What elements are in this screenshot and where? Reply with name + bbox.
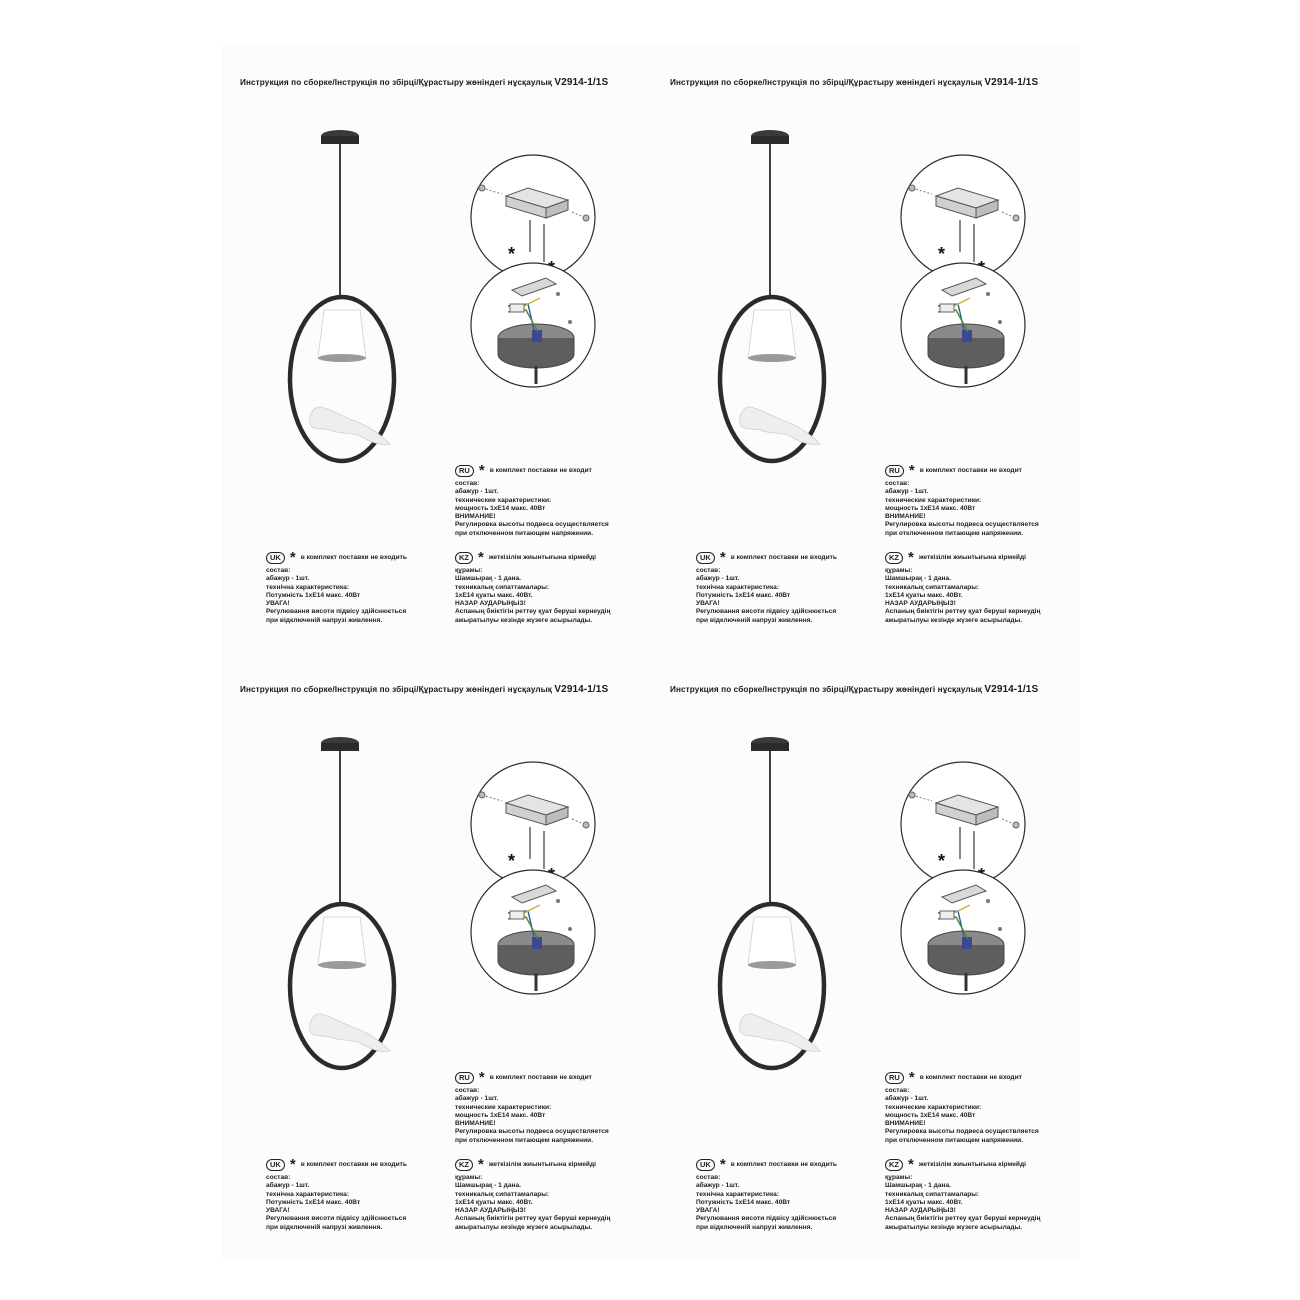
ru-line: абажур - 1шт. bbox=[455, 1095, 499, 1103]
model-number: V2914-1/1S bbox=[554, 77, 609, 88]
ru-line: состав: bbox=[885, 480, 910, 487]
model-number: V2914-1/1S bbox=[984, 684, 1039, 695]
wiring-diagram bbox=[468, 867, 598, 997]
ru-line: технические характеристики: bbox=[885, 1103, 982, 1111]
ru-line: технические характеристики: bbox=[455, 1103, 552, 1111]
panel-title bbox=[670, 77, 1038, 88]
instruction-panel bbox=[222, 44, 652, 651]
kz-line: НАЗАР АУДАРЫҢЫЗ! bbox=[455, 600, 526, 608]
uk-line: при відключеній напрузі живлення. bbox=[696, 1223, 813, 1231]
instruction-panel bbox=[652, 44, 1082, 651]
ru-badge: RU bbox=[455, 465, 474, 477]
kz-line: 1хЕ14 қуаты макс. 40Вт. bbox=[885, 591, 963, 599]
title-text: Инструкция по сборке/Інструкція по збірці/Құрастыру жөніндегі нұсқаулық bbox=[670, 78, 983, 87]
kz-line: құрамы: bbox=[455, 1174, 483, 1181]
uk-line: Регулювання висоти підвісу здійснюється bbox=[266, 608, 407, 616]
uk-line: УВАГА! bbox=[266, 1207, 290, 1215]
lamp-illustration bbox=[280, 731, 460, 1071]
ru-line: при отключенном питающем напряжении. bbox=[455, 529, 594, 537]
kz-line: Аспаның биіктігін реттеу қуат беруші кернеудің bbox=[455, 608, 611, 616]
kz-line: құрамы: bbox=[885, 567, 913, 574]
bird-icon bbox=[310, 407, 390, 445]
kz-line: техникалық сипаттамалары: bbox=[885, 1190, 980, 1198]
ru-line: технические характеристики: bbox=[885, 496, 982, 504]
uk-line: состав: bbox=[696, 1174, 721, 1181]
kz-line: ажыратылуы кезінде жүзеге асырылады. bbox=[455, 1223, 593, 1231]
asterisk-icon: * bbox=[719, 1156, 726, 1173]
uk-line: УВАГА! bbox=[696, 600, 720, 608]
kz-note: жеткізілім жиынтығына кірмейді bbox=[918, 1160, 1026, 1168]
asterisk-icon: * bbox=[478, 462, 485, 479]
shade-icon bbox=[318, 310, 366, 358]
uk-line: абажур - 1шт. bbox=[696, 575, 740, 583]
kz-line: техникалық сипаттамалары: bbox=[885, 583, 980, 591]
uk-instructions bbox=[696, 1156, 837, 1232]
kz-line: Аспаның биіктігін реттеу қуат беруші кернеудің bbox=[885, 608, 1041, 616]
uk-line: технічна характеристика: bbox=[266, 1190, 350, 1198]
ru-line: мощность 1хЕ14 макс. 40Вт bbox=[455, 504, 546, 512]
kz-line: Шамшырақ - 1 дана. bbox=[885, 1182, 951, 1190]
kz-badge: KZ bbox=[455, 1159, 473, 1171]
lamp-illustration bbox=[280, 124, 460, 464]
lamp-illustration bbox=[710, 124, 890, 464]
ru-line: Регулировка высоты подвеса осуществляется bbox=[455, 1128, 609, 1136]
uk-line: Потужність 1хЕ14 макс. 40Вт bbox=[266, 591, 361, 599]
bird-icon bbox=[740, 407, 820, 445]
ru-instructions bbox=[455, 1069, 609, 1145]
uk-line: абажур - 1шт. bbox=[696, 1182, 740, 1190]
uk-line: при відключеній напрузі живлення. bbox=[266, 1223, 383, 1231]
uk-badge: UK bbox=[266, 552, 285, 564]
bird-icon bbox=[310, 1014, 390, 1052]
asterisk-icon: * bbox=[478, 549, 484, 566]
asterisk-icon: * bbox=[478, 1156, 484, 1173]
shade-icon bbox=[748, 917, 796, 965]
asterisk-icon: * bbox=[908, 1069, 915, 1086]
uk-line: Регулювання висоти підвісу здійснюється bbox=[696, 1215, 837, 1223]
uk-line: технічна характеристика: bbox=[696, 1190, 780, 1198]
kz-line: НАЗАР АУДАРЫҢЫЗ! bbox=[885, 600, 956, 608]
kz-line: 1хЕ14 қуаты макс. 40Вт. bbox=[455, 1198, 533, 1206]
ru-instructions bbox=[885, 462, 1039, 538]
uk-line: при відключеній напрузі живлення. bbox=[266, 616, 383, 624]
shade-icon bbox=[748, 310, 796, 358]
asterisk-icon: * bbox=[289, 549, 296, 566]
kz-instructions bbox=[885, 1156, 1041, 1232]
wiring-diagram bbox=[468, 260, 598, 390]
ru-line: абажур - 1шт. bbox=[885, 1095, 929, 1103]
model-number: V2914-1/1S bbox=[554, 684, 609, 695]
kz-line: НАЗАР АУДАРЫҢЫЗ! bbox=[455, 1207, 526, 1215]
ru-line: мощность 1хЕ14 макс. 40Вт bbox=[455, 1111, 546, 1119]
uk-line: абажур - 1шт. bbox=[266, 575, 310, 583]
panel-title bbox=[670, 684, 1038, 695]
asterisk-icon: * bbox=[908, 549, 914, 566]
kz-badge: KZ bbox=[455, 552, 473, 564]
uk-note: в комплект поставки не входить bbox=[730, 553, 837, 561]
ru-line: при отключенном питающем напряжении. bbox=[885, 1136, 1024, 1144]
asterisk-icon: * bbox=[508, 244, 516, 264]
kz-line: Шамшырақ - 1 дана. bbox=[455, 575, 521, 583]
instruction-panel bbox=[222, 651, 652, 1258]
uk-line: Регулювання висоти підвісу здійснюється bbox=[266, 1215, 407, 1223]
wiring-diagram bbox=[898, 260, 1028, 390]
uk-instructions bbox=[266, 1156, 407, 1232]
kz-instructions bbox=[455, 1156, 611, 1232]
kz-badge: KZ bbox=[885, 552, 903, 564]
ru-badge: RU bbox=[455, 1072, 474, 1084]
asterisk-icon: * bbox=[908, 1156, 914, 1173]
kz-line: ажыратылуы кезінде жүзеге асырылады. bbox=[455, 616, 593, 624]
ru-line: при отключенном питающем напряжении. bbox=[885, 529, 1024, 537]
asterisk-icon: * bbox=[908, 462, 915, 479]
kz-line: Шамшырақ - 1 дана. bbox=[455, 1182, 521, 1190]
ru-line: при отключенном питающем напряжении. bbox=[455, 1136, 594, 1144]
ru-instructions bbox=[455, 462, 609, 538]
kz-note: жеткізілім жиынтығына кірмейді bbox=[918, 553, 1026, 561]
shade-icon bbox=[318, 917, 366, 965]
ru-badge: RU bbox=[885, 465, 904, 477]
ru-note: в комплект поставки не входит bbox=[919, 1073, 1022, 1081]
kz-line: техникалық сипаттамалары: bbox=[455, 583, 550, 591]
ru-line: мощность 1хЕ14 макс. 40Вт bbox=[885, 504, 976, 512]
uk-line: состав: bbox=[266, 567, 291, 574]
ru-line: ВНИМАНИЕ! bbox=[885, 513, 926, 521]
kz-instructions bbox=[455, 549, 611, 625]
kz-line: 1хЕ14 қуаты макс. 40Вт. bbox=[885, 1198, 963, 1206]
asterisk-icon: * bbox=[508, 851, 516, 871]
uk-line: состав: bbox=[696, 567, 721, 574]
asterisk-icon: * bbox=[938, 851, 946, 871]
bird-icon bbox=[740, 1014, 820, 1052]
kz-badge: KZ bbox=[885, 1159, 903, 1171]
asterisk-icon: * bbox=[719, 549, 726, 566]
ru-line: мощность 1хЕ14 макс. 40Вт bbox=[885, 1111, 976, 1119]
ru-line: абажур - 1шт. bbox=[455, 488, 499, 496]
uk-badge: UK bbox=[696, 1159, 715, 1171]
kz-line: Аспаның биіктігін реттеу қуат беруші кернеудің bbox=[455, 1215, 611, 1223]
ru-note: в комплект поставки не входит bbox=[489, 466, 592, 474]
asterisk-icon: * bbox=[478, 1069, 485, 1086]
kz-line: Аспаның биіктігін реттеу қуат беруші кернеудің bbox=[885, 1215, 1041, 1223]
uk-line: Потужність 1хЕ14 макс. 40Вт bbox=[696, 591, 791, 599]
kz-note: жеткізілім жиынтығына кірмейді bbox=[488, 553, 596, 561]
asterisk-icon: * bbox=[938, 244, 946, 264]
kz-instructions bbox=[885, 549, 1041, 625]
uk-line: Регулювання висоти підвісу здійснюється bbox=[696, 608, 837, 616]
panel-title bbox=[240, 77, 608, 88]
uk-note: в комплект поставки не входить bbox=[300, 1160, 407, 1168]
kz-line: 1хЕ14 қуаты макс. 40Вт. bbox=[455, 591, 533, 599]
uk-line: Потужність 1хЕ14 макс. 40Вт bbox=[266, 1198, 361, 1206]
lamp-illustration bbox=[710, 731, 890, 1071]
title-text: Инструкция по сборке/Інструкція по збірці/Құрастыру жөніндегі нұсқаулық bbox=[670, 685, 983, 694]
uk-badge: UK bbox=[266, 1159, 285, 1171]
ru-line: Регулировка высоты подвеса осуществляется bbox=[455, 521, 609, 529]
asterisk-icon: * bbox=[289, 1156, 296, 1173]
wiring-diagram bbox=[898, 867, 1028, 997]
uk-line: УВАГА! bbox=[696, 1207, 720, 1215]
ru-badge: RU bbox=[885, 1072, 904, 1084]
ru-line: состав: bbox=[455, 480, 480, 487]
uk-instructions bbox=[696, 549, 837, 625]
uk-line: технічна характеристика: bbox=[266, 583, 350, 591]
uk-line: при відключеній напрузі живлення. bbox=[696, 616, 813, 624]
kz-line: НАЗАР АУДАРЫҢЫЗ! bbox=[885, 1207, 956, 1215]
kz-line: құрамы: bbox=[455, 567, 483, 574]
ru-line: Регулировка высоты подвеса осуществляется bbox=[885, 521, 1039, 529]
kz-note: жеткізілім жиынтығына кірмейді bbox=[488, 1160, 596, 1168]
title-text: Инструкция по сборке/Інструкція по збірці/Құрастыру жөніндегі нұсқаулық bbox=[240, 78, 553, 87]
uk-line: УВАГА! bbox=[266, 600, 290, 608]
ru-line: ВНИМАНИЕ! bbox=[455, 513, 496, 521]
ru-note: в комплект поставки не входит bbox=[489, 1073, 592, 1081]
panel-title bbox=[240, 684, 608, 695]
kz-line: ажыратылуы кезінде жүзеге асырылады. bbox=[885, 616, 1023, 624]
ru-instructions bbox=[885, 1069, 1039, 1145]
model-number: V2914-1/1S bbox=[984, 77, 1039, 88]
uk-line: технічна характеристика: bbox=[696, 583, 780, 591]
ru-line: состав: bbox=[885, 1087, 910, 1094]
uk-line: Потужність 1хЕ14 макс. 40Вт bbox=[696, 1198, 791, 1206]
kz-line: техникалық сипаттамалары: bbox=[455, 1190, 550, 1198]
ru-note: в комплект поставки не входит bbox=[919, 466, 1022, 474]
uk-line: состав: bbox=[266, 1174, 291, 1181]
ru-line: ВНИМАНИЕ! bbox=[885, 1120, 926, 1128]
ru-line: ВНИМАНИЕ! bbox=[455, 1120, 496, 1128]
ru-line: состав: bbox=[455, 1087, 480, 1094]
uk-line: абажур - 1шт. bbox=[266, 1182, 310, 1190]
uk-note: в комплект поставки не входить bbox=[300, 553, 407, 561]
uk-instructions bbox=[266, 549, 407, 625]
ru-line: абажур - 1шт. bbox=[885, 488, 929, 496]
uk-badge: UK bbox=[696, 552, 715, 564]
instruction-panel bbox=[652, 651, 1082, 1258]
ru-line: Регулировка высоты подвеса осуществляется bbox=[885, 1128, 1039, 1136]
uk-note: в комплект поставки не входить bbox=[730, 1160, 837, 1168]
kz-line: ажыратылуы кезінде жүзеге асырылады. bbox=[885, 1223, 1023, 1231]
ru-line: технические характеристики: bbox=[455, 496, 552, 504]
title-text: Инструкция по сборке/Інструкція по збірці/Құрастыру жөніндегі нұсқаулық bbox=[240, 685, 553, 694]
kz-line: құрамы: bbox=[885, 1174, 913, 1181]
kz-line: Шамшырақ - 1 дана. bbox=[885, 575, 951, 583]
